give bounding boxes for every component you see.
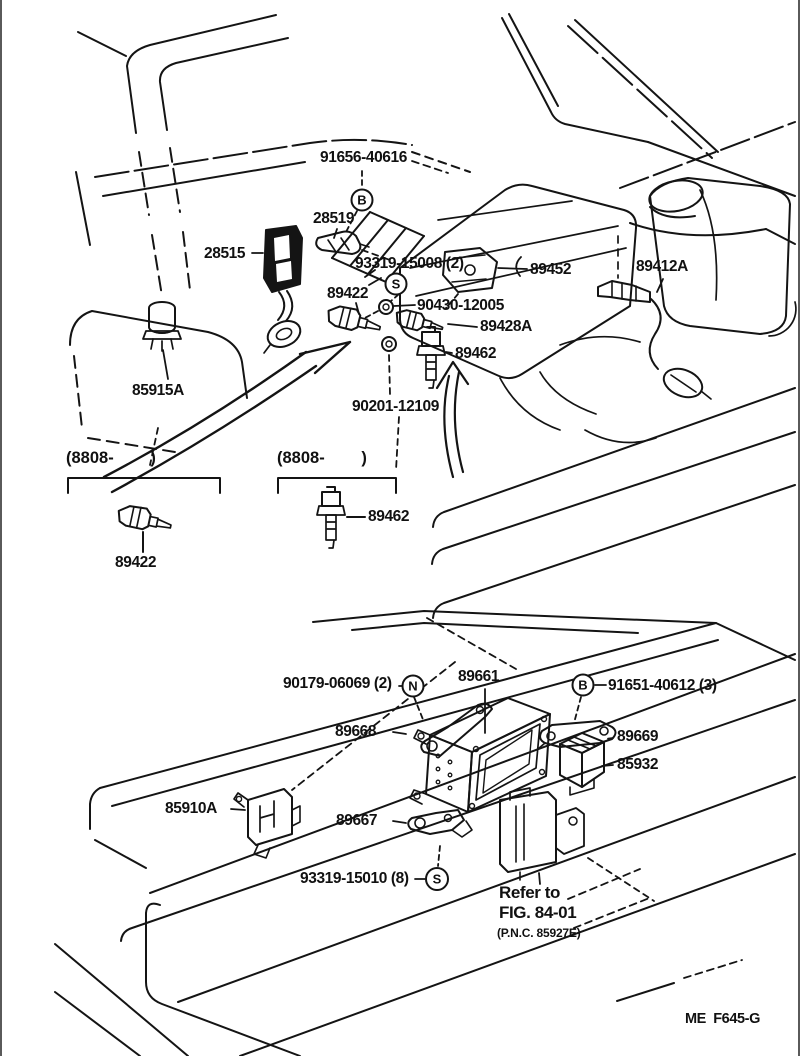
variant-part-label-89422: 89422 — [115, 554, 157, 571]
part-85910A-relay — [234, 789, 300, 858]
part-label-90430-12005: 90430-12005 — [417, 297, 504, 314]
variant-range-label-right: (8808- ) — [277, 449, 367, 467]
svg-text:N: N — [408, 678, 418, 694]
part-90430-12005-gasket — [379, 300, 393, 314]
reference-note-line3: (P.N.C. 85927E) — [497, 926, 581, 940]
part-label-85915A: 85915A — [132, 382, 184, 399]
pointer-arrow-small — [437, 362, 468, 477]
reference-note-line2: FIG. 84-01 — [499, 903, 577, 922]
part-label-91656-40616: 91656-40616 — [320, 149, 407, 166]
part-label-89668: 89668 — [335, 723, 377, 740]
pointer-arrow-large — [104, 342, 350, 492]
part-label-90179-06069: 90179-06069 (2) — [283, 675, 392, 692]
variant-part-89462 — [317, 487, 345, 548]
part-label-89661: 89661 — [458, 668, 500, 685]
part-label-93319-15008: 93319-15008 (2) — [355, 255, 464, 272]
figure-code: ME F645-G — [685, 1011, 760, 1027]
part-89412A-oxygen-sensor — [598, 281, 711, 403]
part-89422-sensor — [325, 303, 382, 336]
screw-symbol-bottom — [426, 868, 448, 890]
variant-range-label-left: (8808- ) — [66, 449, 156, 467]
svg-text:S: S — [432, 871, 442, 887]
engine-compartment-linework — [70, 14, 796, 618]
part-label-89462: 89462 — [455, 345, 497, 362]
part-label-89669: 89669 — [617, 728, 659, 745]
screw-symbol-top — [386, 274, 407, 295]
part-label-89667: 89667 — [336, 812, 378, 829]
part-label-91651-40612: 91651-40612 (3) — [608, 677, 717, 694]
part-28519-connector — [316, 232, 369, 255]
part-label-93319-15010: 93319-15010 (8) — [300, 870, 409, 887]
part-label-89422: 89422 — [327, 285, 369, 302]
part-label-89428A: 89428A — [480, 318, 532, 335]
reference-note-line1: Refer to — [499, 883, 561, 902]
part-label-85910A: 85910A — [165, 800, 217, 817]
bolt-symbol-top — [352, 190, 373, 211]
part-90201-12109-gasket — [382, 337, 396, 351]
variant-part-label-89462: 89462 — [368, 508, 410, 525]
bolt-symbol-bottom — [573, 675, 594, 696]
part-label-28519: 28519 — [313, 210, 355, 227]
variant-part-89422 — [116, 503, 173, 535]
part-85915A-sensor — [143, 302, 181, 351]
nut-symbol-bottom — [403, 676, 424, 697]
part-label-28515: 28515 — [204, 245, 246, 262]
part-fig84-ecu — [500, 788, 584, 880]
part-89462-sensor — [417, 327, 445, 388]
fastener-symbols-bottom — [403, 675, 594, 891]
svg-text:B: B — [357, 192, 367, 208]
part-label-85932: 85932 — [617, 756, 659, 773]
part-label-90201-12109: 90201-12109 — [352, 398, 439, 415]
part-label-89412A: 89412A — [636, 258, 688, 275]
part-28515-noise-filter — [264, 226, 305, 353]
svg-text:B: B — [578, 677, 588, 693]
part-label-89452: 89452 — [530, 261, 572, 278]
svg-text:S: S — [391, 276, 401, 292]
